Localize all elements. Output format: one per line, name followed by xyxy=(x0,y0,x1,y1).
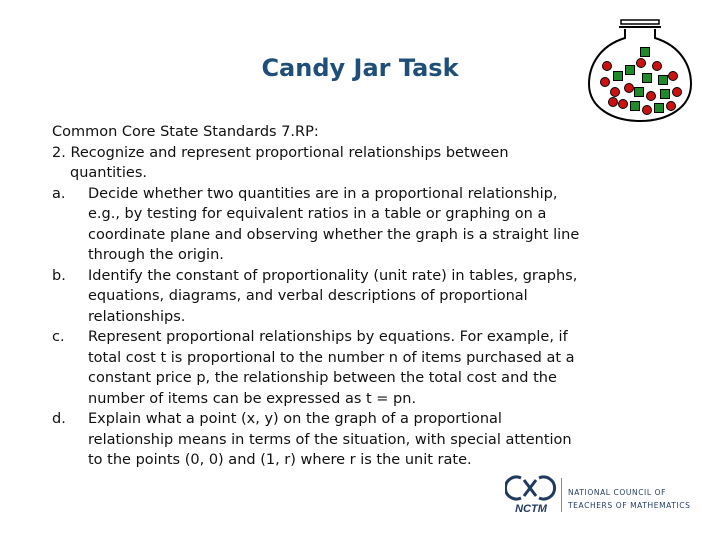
standard-item-label: b. xyxy=(52,267,66,284)
org-line-2: TEACHERS OF MATHEMATICS xyxy=(568,501,691,510)
green-candy-icon xyxy=(626,66,635,75)
standard-2-line2: quantities. xyxy=(70,165,147,181)
standard-item-text xyxy=(88,184,692,266)
logo-mark: NCTM xyxy=(515,503,547,515)
green-candy-icon xyxy=(655,104,664,113)
red-candy-icon xyxy=(603,62,612,71)
org-line-1: NATIONAL COUNCIL OF xyxy=(568,488,667,497)
green-candy-icon xyxy=(661,90,670,99)
green-candy-icon xyxy=(659,76,668,85)
standard-item-line: Explain what a point (x, y) on the graph of a proportional xyxy=(88,411,502,427)
standard-item-line: Decide whether two quantities are in a proportional relationship, xyxy=(88,185,558,202)
red-candy-icon xyxy=(611,88,620,97)
standard-items xyxy=(52,184,692,471)
red-candy-icon xyxy=(609,98,618,107)
standard-item-text xyxy=(88,327,692,409)
organization-name xyxy=(568,486,690,512)
standard-item-line: number of items can be expressed as t = pn. xyxy=(88,390,417,407)
red-candy-icon xyxy=(667,102,676,111)
red-candy-icon xyxy=(669,72,678,81)
standard-item-label: c. xyxy=(52,329,65,345)
standard-item xyxy=(52,409,692,471)
standard-item-line: Represent proportional relationships by equations. For example, if xyxy=(88,329,568,345)
standard-2 xyxy=(52,143,692,164)
green-candy-icon xyxy=(641,48,650,57)
standard-item-line: relationship means in terms of the situation, with special attention xyxy=(88,431,572,448)
standard-item-text xyxy=(88,266,692,328)
red-candy-icon xyxy=(625,84,634,93)
standard-item-line: to the points (0, 0) and (1, r) where r is the unit rate. xyxy=(88,452,472,468)
standard-item xyxy=(52,327,692,409)
green-candy-icon xyxy=(614,72,623,81)
standard-item xyxy=(52,184,692,266)
standard-item-line: total cost t is proportional to the number n of items purchased at a xyxy=(88,349,575,366)
standards-text xyxy=(52,122,692,471)
standard-item-line: through the origin. xyxy=(88,247,224,263)
red-candy-icon xyxy=(653,62,662,71)
standard-2-number: 2. xyxy=(52,144,66,161)
standard-heading: Common Core State Standards 7.RP: xyxy=(52,124,319,140)
red-candy-icon xyxy=(601,78,610,87)
standard-item-line: Identify the constant of proportionality (unit rate) in tables, graphs, xyxy=(88,267,578,284)
green-candy-icon xyxy=(643,74,652,83)
green-candy-icon xyxy=(631,102,640,111)
standard-item-line: constant price p, the relationship between the total cost and the xyxy=(88,370,557,386)
red-candy-icon xyxy=(619,100,628,109)
standard-item-line: relationships. xyxy=(88,308,186,325)
standard-item-line: coordinate plane and observing whether the graph is a straight line xyxy=(88,226,580,243)
standard-2-line1: Recognize and represent proportional relationships between xyxy=(70,144,509,161)
standard-item-label: a. xyxy=(52,185,66,202)
standard-item-text xyxy=(88,409,692,471)
standard-item xyxy=(52,266,692,328)
standard-item-label: d. xyxy=(52,411,66,427)
candy-jar-icon xyxy=(585,18,695,126)
red-candy-icon xyxy=(647,92,656,101)
red-candy-icon xyxy=(637,59,646,68)
slide-title: Candy Jar Task xyxy=(261,54,459,82)
logo-divider xyxy=(561,478,562,512)
nctm-logo-icon xyxy=(505,472,559,516)
standard-item-line: e.g., by testing for equivalent ratios in a table or graphing on a xyxy=(88,206,547,222)
red-candy-icon xyxy=(673,88,682,97)
standard-item-line: equations, diagrams, and verbal descriptions of proportional xyxy=(88,288,528,304)
red-candy-icon xyxy=(643,106,652,115)
green-candy-icon xyxy=(635,88,644,97)
